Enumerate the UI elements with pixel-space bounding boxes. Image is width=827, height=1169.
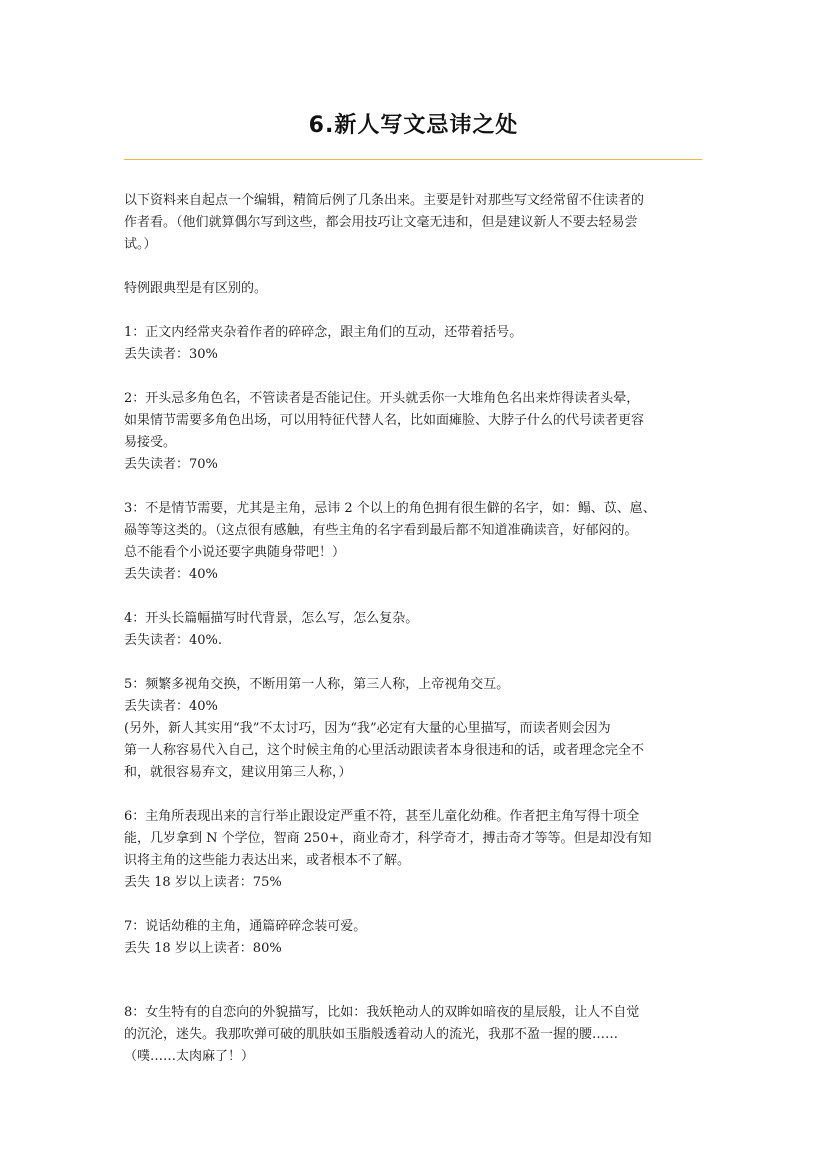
intro-paragraph [124,190,704,256]
note-paragraph [124,278,704,300]
text-line: 7：说话幼稚的主角，通篇碎碎念装可爱。 [124,919,367,934]
text-line: 2：开头忌多角色名，不管读者是否能记住。开头就丢你一大堆角色名出来炸得读者头晕， [124,391,640,406]
title-divider [124,159,702,160]
document-body [124,190,704,1068]
text-line: 1：正文内经常夹杂着作者的碎碎念，跟主角们的互动，还带着括号。 [124,325,523,340]
reader-loss-line: 丢失 18 岁以上读者：80% [124,941,282,956]
reader-loss-line: 丢失读者：30% [124,347,218,362]
text-line: 6：主角所表现出来的言行举止跟设定严重不符，甚至儿童化幼稚。作者把主角写得十项全 [124,809,640,824]
text-line: 如果情节需要多角色出场，可以用特征代替人名，比如面瘫脸、大脖子什么的代号读者更容 [124,413,645,428]
reader-loss-line: 丢失 18 岁以上读者：75% [124,875,282,890]
reader-loss-line: 丢失读者：40% [124,567,218,582]
text-line: 能，几岁拿到 N 个学位，智商 250+，商业奇才，科学奇才，搏击奇才等等。但是却没有知 [124,831,652,846]
list-item [124,498,704,586]
text-line: 5：频繁多视角交换，不断用第一人称，第三人称，上帝视角交互。 [124,677,510,692]
list-item [124,388,704,476]
reader-loss-line: 丢失读者：70% [124,457,218,472]
text-line: 特例跟典型是有区别的。 [124,281,268,296]
text-line: 3：不是情节需要，尤其是主角，忌讳 2 个以上的角色拥有很生僻的名字，如：鳎、苡、扈、 [124,501,656,516]
list-item [124,322,704,366]
text-line: 以下资料来自起点一个编辑，精简后例了几条出来。主要是针对那些写文经常留不住读者的 [124,193,645,208]
text-line: 第一人称容易代入自己，这个时候主角的心里活动跟读者本身很违和的话，或者理念完全不 [124,743,645,758]
page-title: 6.新人写文忌讳之处 [308,113,519,138]
list-item [124,674,704,784]
text-line: 作者看。（他们就算偶尔写到这些，都会用技巧让文毫无违和，但是建议新人不要去轻易尝 [124,215,638,230]
list-item [124,806,704,894]
text-line: 和，就很容易弃文，建议用第三人称，） [124,765,352,780]
list-item [124,1002,704,1068]
text-line: 易接受。 [124,435,177,450]
reader-loss-line: 丢失读者：40% [124,699,218,714]
reader-loss-line: 丢失读者：40%. [124,633,223,648]
text-line: 4：开头长篇幅描写时代背景，怎么写，怎么复杂。 [124,611,419,626]
list-item [124,916,704,960]
text-line: （噗……太肉麻了！） [124,1049,255,1064]
text-line: (另外，新人其实用“我”不太讨巧，因为“我”必定有大量的心里描写，而读者则会因为 [124,721,611,736]
text-line: 的沉沦，迷失。我那吹弹可破的肌肤如玉脂般透着动人的流光，我那不盈一握的腰…… [124,1027,619,1042]
text-line: 试。） [124,237,157,252]
text-line: 8：女生特有的自恋向的外貌描写，比如：我妖艳动人的双眸如暗夜的星辰般，让人不自觉 [124,1005,640,1020]
text-line: 赑等等这类的。（这点很有感触，有些主角的名字看到最后都不知道准确读音，好郁闷的。 [124,523,638,538]
text-line: 总不能看个小说还要字典随身带吧！） [124,545,346,560]
text-line: 识将主角的这些能力表达出来，或者根本不了解。 [124,853,411,868]
list-item [124,608,704,652]
